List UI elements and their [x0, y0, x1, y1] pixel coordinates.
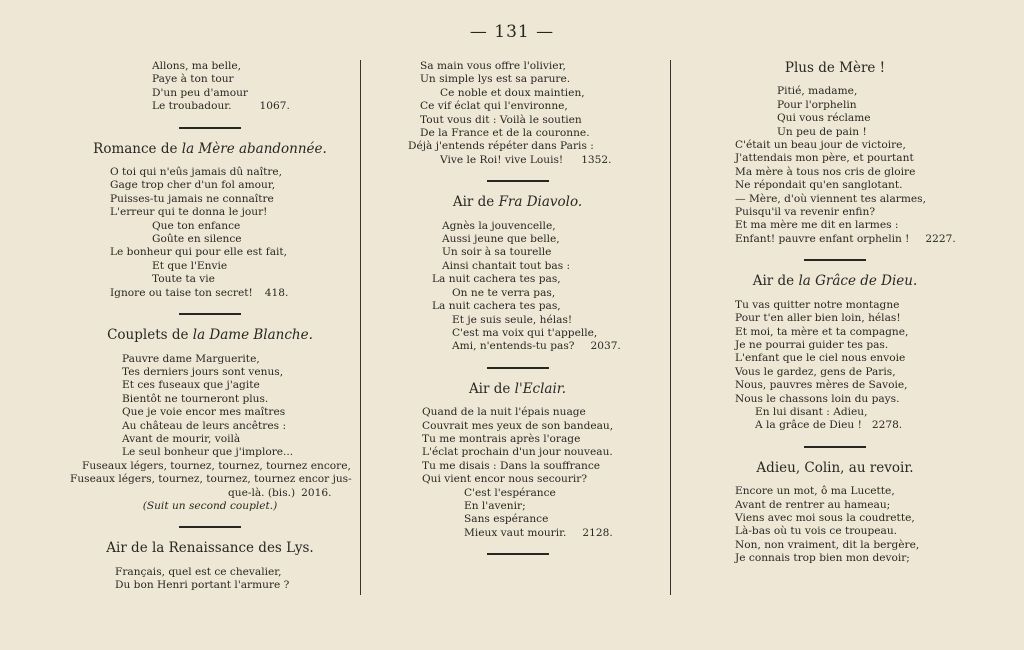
verse-line: Toute ta vie [152, 273, 215, 286]
verse-line: Fuseaux légers, tournez, tournez, tournez encor jus- [70, 473, 352, 486]
verse-line: Vive le Roi! vive Louis! 1352. [440, 153, 612, 166]
verse-line: Pour l'orphelin [777, 98, 857, 111]
verse-line: Nous le chassons loin du pays. [735, 392, 900, 405]
verse-line: De la France et de la couronne. [420, 127, 590, 140]
verse-line: L'enfant que le ciel nous envoie [735, 352, 906, 365]
verse-line: Là-bas où tu vois ce troupeau. [735, 525, 898, 538]
verse-line: Pitié, madame, [777, 85, 858, 98]
verse-line: A la grâce de Dieu ! 2278. [755, 419, 903, 432]
verse-line: O toi qui n'eûs jamais dû naître, [110, 166, 283, 179]
verse-line: Et je suis seule, hélas! [452, 313, 573, 326]
column-divider [670, 60, 671, 595]
verse-line: Que je voie encor mes maîtres [122, 406, 286, 419]
verse-line: Et moi, ta mère et ta compagne, [735, 325, 909, 338]
verse-line: Tu me disais : Dans la souffrance [422, 459, 601, 472]
verse-line: Viens avec moi sous la coudrette, [735, 511, 915, 524]
verse-line: Quand de la nuit l'épais nuage [422, 406, 586, 419]
verse-block [70, 353, 350, 514]
section-separator [487, 553, 549, 555]
verse-line: Un soir à sa tourelle [442, 246, 552, 259]
verse-line: Vous le gardez, gens de Paris, [735, 365, 896, 378]
verse-line: Agnès la jouvencelle, [442, 219, 556, 232]
verse-line: Et ces fuseaux que j'agite [122, 379, 260, 392]
verse-line: Puisqu'il va revenir enfin? [735, 206, 875, 219]
verse-line: Avant de rentrer au hameau; [735, 498, 891, 511]
section-separator [179, 526, 241, 528]
song-number: 1352. [581, 153, 612, 166]
song-number: 2128. [582, 526, 613, 539]
verse-block [700, 85, 970, 246]
verse-line: Ce noble et doux maintien, [440, 86, 585, 99]
verse-line: La nuit cachera tes pas, [432, 300, 561, 313]
verse-line: C'est ma voix qui t'appelle, [452, 326, 598, 339]
verse-line: Encore un mot, ô ma Lucette, [735, 485, 895, 498]
verse-line: Tout vous dit : Voilà le soutien [420, 113, 582, 126]
verse-intro [380, 60, 655, 167]
verse-line: La nuit cachera tes pas, [432, 273, 561, 286]
verse-line: Aussi jeune que belle, [442, 233, 560, 246]
verse-line: D'un peu d'amour [152, 86, 248, 99]
section-separator [487, 367, 549, 369]
song-number: 2227. [925, 232, 956, 245]
verse-line: Couvrait mes yeux de son bandeau, [422, 419, 614, 432]
verse-line: Tu vas quitter notre montagne [735, 298, 900, 311]
verse-block [700, 485, 970, 565]
verse-line: Tu me montrais après l'orage [422, 432, 581, 445]
verse-line: Mieux vaut mourir. 2128. [464, 526, 613, 539]
section-title: Plus de Mère ! [784, 60, 886, 76]
verse-line: Le troubadour. 1067. [152, 100, 290, 113]
verse-line: J'attendais mon père, et pourtant [735, 152, 914, 165]
section-separator [804, 446, 866, 448]
verse-line: Que ton enfance [152, 219, 241, 232]
verse-line: Ami, n'entends-tu pas? 2037. [452, 340, 621, 353]
verse-line: On ne te verra pas, [452, 286, 556, 299]
verse-line: Ignore ou taise ton secret! 418. [110, 286, 289, 299]
verse-line: Bientôt ne tourneront plus. [122, 392, 269, 405]
verse-line: C'est l'espérance [464, 486, 556, 499]
verse-block [70, 566, 350, 593]
section-title: Romance de la Mère abandonnée. [93, 140, 327, 157]
middle-column [380, 60, 655, 569]
verse-block [380, 406, 655, 540]
right-column [700, 60, 970, 566]
verse-line: Qui vous réclame [777, 112, 871, 125]
verse-line: Allons, ma belle, [152, 60, 241, 72]
verse-line: Le bonheur qui pour elle est fait, [110, 246, 288, 259]
verse-line: Ainsi chantait tout bas : [442, 259, 571, 272]
page-number: — 131 — [469, 22, 555, 42]
verse-line: Tes derniers jours sont venus, [122, 365, 284, 378]
section-title: Air de la Grâce de Dieu. [752, 273, 918, 290]
verse-note: (Suit un second couplet.) [142, 499, 278, 512]
verse-line: que-là. (bis.) 2016. [228, 486, 332, 499]
verse-line: Du bon Henri portant l'armure ? [115, 579, 290, 592]
section-separator [179, 313, 241, 315]
section-separator [804, 259, 866, 261]
section-title: Air de l'Eclair. [468, 380, 567, 397]
verse-line: En lui disant : Adieu, [755, 405, 868, 418]
verse-line: Avant de mourir, voilà [122, 432, 241, 445]
verse-line: Gage trop cher d'un fol amour, [110, 179, 276, 192]
column-divider [360, 60, 361, 595]
section-title: Adieu, Colin, au revoir. [756, 459, 914, 476]
verse-line: Déjà j'entends répéter dans Paris : [408, 140, 594, 153]
verse-line: Le seul bonheur que j'implore... [122, 446, 294, 459]
section-separator [179, 127, 241, 129]
song-number: 2037. [590, 340, 621, 353]
verse-line: Je connais trop bien mon devoir; [735, 552, 910, 565]
song-number: 1067. [259, 100, 290, 113]
verse-line: Enfant! pauvre enfant orphelin ! 2227. [735, 232, 956, 245]
left-column [70, 60, 350, 593]
verse-line: Ce vif éclat qui l'environne, [420, 100, 568, 113]
verse-line: Un peu de pain ! [777, 125, 867, 138]
section-title: Couplets de la Dame Blanche. [107, 327, 313, 344]
verse-line: Pauvre dame Marguerite, [122, 352, 260, 365]
verse-line: Français, quel est ce chevalier, [115, 565, 282, 578]
verse-line: Un simple lys est sa parure. [420, 73, 571, 86]
song-number: 418. [264, 286, 289, 299]
verse-line: En l'avenir; [464, 499, 526, 512]
verse-line: Ne répondait qu'en sanglotant. [735, 179, 903, 192]
song-number: 2278. [871, 419, 903, 432]
verse-line: L'erreur qui te donna le jour! [110, 206, 268, 219]
verse-line: Fuseaux légers, tournez, tournez, tournez encore, [82, 459, 351, 472]
verse-line: Qui vient encor nous secourir? [422, 473, 588, 486]
verse-line: Au château de leurs ancêtres : [122, 419, 287, 432]
verse-line: Paye à ton tour [152, 73, 234, 86]
verse-line: Ma mère à tous nos cris de gloire [735, 165, 916, 178]
verse-line: Non, non vraiment, dit la bergère, [735, 538, 920, 551]
section-title: Air de Fra Diavolo. [452, 194, 583, 211]
verse-line: Et ma mère me dit en larmes : [735, 219, 899, 232]
verse-line: Puisses-tu jamais ne connaître [110, 192, 274, 205]
section-separator [487, 180, 549, 182]
verse-block [70, 166, 350, 300]
verse-line: — Mère, d'où viennent tes alarmes, [735, 192, 926, 205]
verse-block [380, 220, 655, 354]
verse-block [700, 299, 970, 433]
verse-line: Sans espérance [464, 513, 549, 526]
verse-line: Et que l'Envie [152, 259, 228, 272]
verse-line: Goûte en silence [152, 233, 242, 246]
verse-line: Je ne pourrai guider tes pas. [735, 338, 889, 351]
song-number: 2016. [301, 486, 332, 499]
section-title: Air de la Renaissance des Lys. [106, 540, 314, 557]
verse-line: Sa main vous offre l'olivier, [420, 60, 566, 72]
verse-intro [70, 60, 350, 114]
verse-line: Pour t'en aller bien loin, hélas! [735, 312, 901, 325]
verse-line: C'était un beau jour de victoire, [735, 139, 906, 152]
verse-line: Nous, pauvres mères de Savoie, [735, 379, 908, 392]
verse-line: L'éclat prochain d'un jour nouveau. [422, 446, 613, 459]
